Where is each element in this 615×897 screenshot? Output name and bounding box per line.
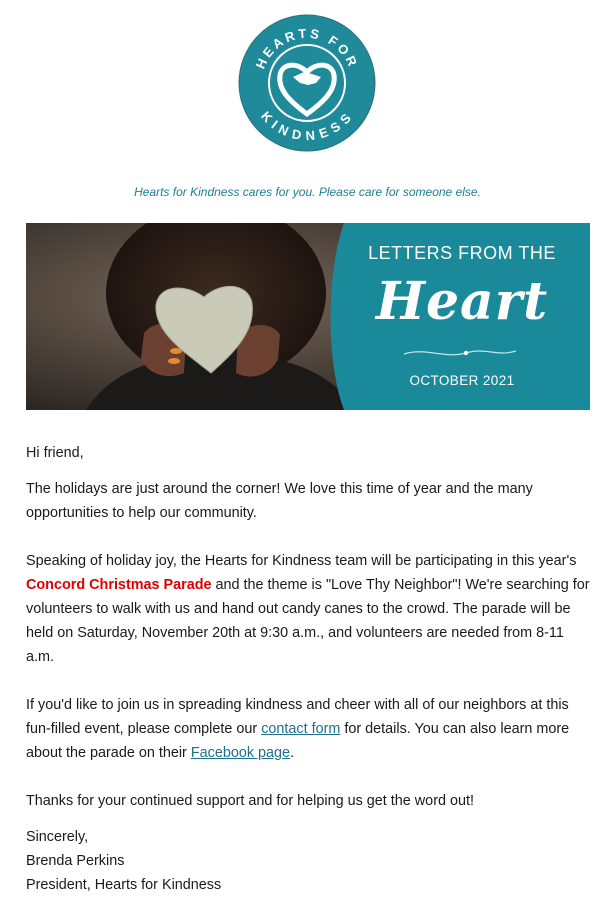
sign-off: Sincerely,	[26, 829, 89, 845]
tagline: Hearts for Kindness cares for you. Please care for someone else.	[134, 185, 481, 199]
join-text-mid: for details. You can also learn more about the parade on their	[26, 721, 570, 761]
paragraph-parade	[26, 549, 592, 669]
signer-name: Brenda Perkins	[26, 853, 125, 869]
paragraph-thanks: Thanks for your continued support and for helping us get the word out!	[26, 793, 474, 809]
parade-text-after: and the theme is "Love Thy Neighbor"! We're searching for volunteers to walk with us and hand out candy canes to the crowd. The parade will be held on Saturday, November 20th at 9:30 a.m., and volunteers are needed from 8-11 a.m.	[26, 577, 590, 665]
banner-date: OCTOBER 2021	[409, 373, 515, 388]
banner-script-heart: Heart	[375, 271, 549, 332]
signature-block	[26, 825, 592, 897]
logo-bottom-text: KINDNESS	[258, 108, 356, 143]
paragraph-intro: The holidays are just around the corner! We love this time of year and the many opportunities to help our community.	[26, 481, 533, 521]
hearts-for-kindness-logo	[238, 14, 376, 152]
logo-top-text: HEARTS FOR	[252, 25, 362, 72]
parade-text-before: Speaking of holiday joy, the Hearts for Kindness team will be participating in this year's	[26, 553, 577, 569]
banner-title: LETTERS FROM THE	[368, 243, 556, 263]
contact-form-link[interactable]: contact form	[261, 721, 341, 737]
join-text-before: If you'd like to join us in spreading kindness and cheer with all of our neighbors at this fun-filled event, please complete our	[26, 697, 569, 737]
greeting: Hi friend,	[26, 445, 84, 461]
signer-title: President, Hearts for Kindness	[26, 877, 222, 893]
newsletter-banner	[26, 223, 590, 410]
parade-name-highlight: Concord Christmas Parade	[26, 577, 212, 593]
paragraph-join	[26, 693, 592, 765]
facebook-page-link[interactable]: Facebook page	[190, 745, 291, 761]
join-text-after: .	[290, 745, 295, 761]
message-content	[26, 441, 592, 897]
